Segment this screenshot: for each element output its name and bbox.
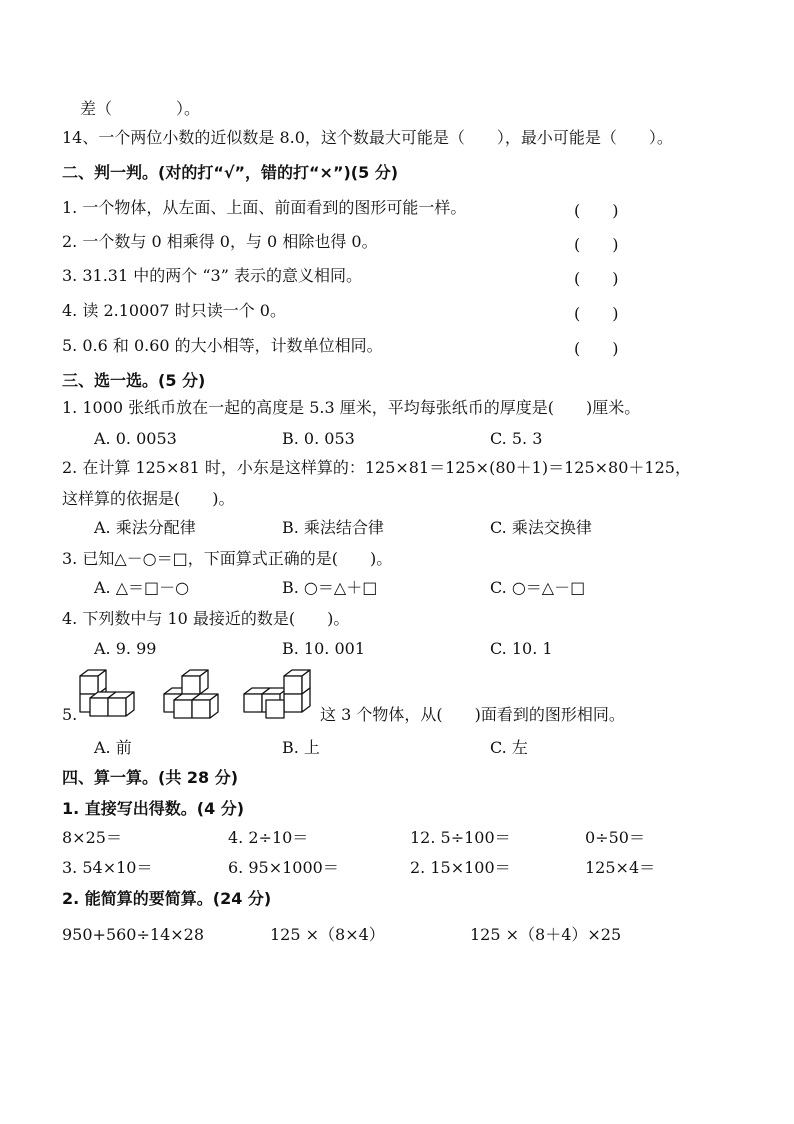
choice-q5-option-c[interactable]: C. 左 xyxy=(490,738,528,757)
cube-figure-3 xyxy=(240,668,320,724)
choice-q3-option-c[interactable]: C. ○＝△－□ xyxy=(490,578,586,597)
cube-figure-1 xyxy=(74,668,150,724)
calc-1-2: 4. 2÷10＝ xyxy=(228,828,309,847)
choice-q4-option-b[interactable]: B. 10. 001 xyxy=(282,639,365,658)
choice-q3: 3. 已知△－○＝□，下面算式正确的是( )。 xyxy=(62,549,393,568)
calc-2-2: 6. 95×1000＝ xyxy=(228,858,339,877)
judge-item-1: 1. 一个物体，从左面、上面、前面看到的图形可能一样。 xyxy=(62,198,467,217)
choice-q5-number: 5. xyxy=(62,705,78,724)
choice-q2-option-a[interactable]: A. 乘法分配律 xyxy=(94,518,196,537)
cube-figure-2 xyxy=(158,668,232,724)
section3-heading: 三、选一选。(5 分) xyxy=(62,371,206,390)
choice-q4: 4. 下列数中与 10 最接近的数是( )。 xyxy=(62,609,350,628)
choice-q4-option-a[interactable]: A. 9. 99 xyxy=(94,639,157,658)
section4-heading: 四、算一算。(共 28 分) xyxy=(62,768,239,787)
q14: 14、一个两位小数的近似数是 8.0，这个数最大可能是（ ），最小可能是（ ）。 xyxy=(62,128,673,147)
choice-q1-option-a[interactable]: A. 0. 0053 xyxy=(94,429,177,448)
section4-sub2: 2. 能简算的要简算。(24 分) xyxy=(62,889,272,908)
q13-tail: 差（ ）。 xyxy=(80,99,201,118)
section2-heading: 二、判一判。(对的打“√”，错的打“×”)(5 分) xyxy=(62,163,399,182)
calc-2-3: 2. 15×100＝ xyxy=(410,858,511,877)
calc-2-1: 3. 54×10＝ xyxy=(62,858,153,877)
calc-1-4: 0÷50＝ xyxy=(585,828,645,847)
judge-item-3: 3. 31.31 中的两个 “3” 表示的意义相同。 xyxy=(62,266,362,285)
choice-q1-option-b[interactable]: B. 0. 053 xyxy=(282,429,355,448)
simplify-2: 125 ×（8×4） xyxy=(270,925,385,944)
judge-answer-4[interactable]: ( ) xyxy=(574,304,619,323)
judge-answer-1[interactable]: ( ) xyxy=(574,201,619,220)
choice-q2-line1: 2. 在计算 125×81 时，小东是这样算的：125×81＝125×(80＋1)＝125×80＋125， xyxy=(62,458,691,477)
simplify-3: 125 ×（8＋4）×25 xyxy=(470,925,622,944)
choice-q5: 这 3 个物体，从( )面看到的图形相同。 xyxy=(320,705,625,724)
judge-answer-2[interactable]: ( ) xyxy=(574,235,619,254)
judge-item-5: 5. 0.6 和 0.60 的大小相等，计数单位相同。 xyxy=(62,336,383,355)
choice-q5-option-a[interactable]: A. 前 xyxy=(94,738,132,757)
judge-item-4: 4. 读 2.10007 时只读一个 0。 xyxy=(62,301,286,320)
judge-answer-5[interactable]: ( ) xyxy=(574,339,619,358)
section4-sub1: 1. 直接写出得数。(4 分) xyxy=(62,799,245,818)
simplify-1: 950+560÷14×28 xyxy=(62,925,205,944)
choice-q2-option-c[interactable]: C. 乘法交换律 xyxy=(490,518,592,537)
calc-1-1: 8×25＝ xyxy=(62,828,122,847)
choice-q2-option-b[interactable]: B. 乘法结合律 xyxy=(282,518,384,537)
choice-q2-line2: 这样算的依据是( )。 xyxy=(62,489,235,508)
calc-1-3: 12. 5÷100＝ xyxy=(410,828,511,847)
choice-q5-option-b[interactable]: B. 上 xyxy=(282,738,320,757)
calc-2-4: 125×4＝ xyxy=(585,858,656,877)
choice-q3-option-a[interactable]: A. △＝□－○ xyxy=(94,578,190,597)
choice-q1-option-c[interactable]: C. 5. 3 xyxy=(490,429,543,448)
choice-q1: 1. 1000 张纸币放在一起的高度是 5.3 厘米，平均每张纸币的厚度是( )厘米。 xyxy=(62,398,641,417)
choice-q4-option-c[interactable]: C. 10. 1 xyxy=(490,639,553,658)
judge-answer-3[interactable]: ( ) xyxy=(574,269,619,288)
choice-q3-option-b[interactable]: B. ○＝△＋□ xyxy=(282,578,378,597)
judge-item-2: 2. 一个数与 0 相乘得 0，与 0 相除也得 0。 xyxy=(62,232,378,251)
